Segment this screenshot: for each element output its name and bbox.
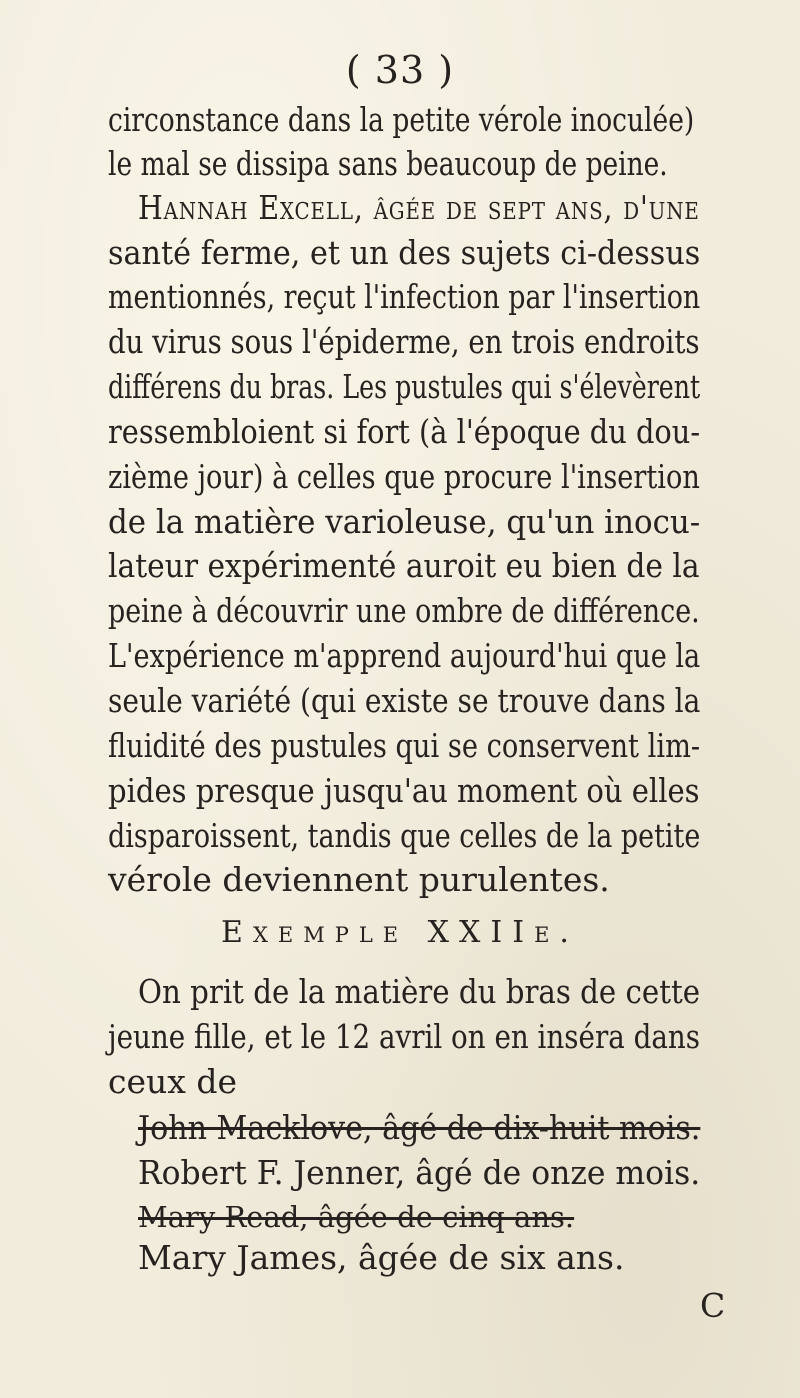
body-line: disparoissent, tandis que celles de la petite (108, 816, 701, 855)
body-line: Hannah Excell, âgée de sept ans, d'une (138, 188, 700, 227)
name-entry: Mary James, âgée de six ans. (138, 1238, 625, 1277)
signature-mark: C (700, 1286, 726, 1325)
example-heading: Exemple XXIIe. (221, 915, 579, 950)
page-number: ( 33 ) (345, 48, 455, 92)
body-line: mentionnés, reçut l'infection par l'insertion (108, 277, 701, 316)
body-line: peine à découvrir une ombre de différence. (108, 591, 700, 630)
body-line: du virus sous l'épiderme, en trois endroits (108, 322, 700, 361)
body-line: L'expérience m'apprend aujourd'hui que la (108, 636, 701, 675)
name-entry: Mary Read, âgée de cinq ans. (138, 1200, 575, 1234)
body-line: zième jour) à celles que procure l'insertion (108, 457, 700, 496)
name-entry: John Macklove, âgé de dix-huit mois. (138, 1108, 701, 1147)
body-line: vérole deviennent purulentes. (108, 860, 610, 899)
body-line: le mal se dissipa sans beaucoup de peine. (108, 144, 668, 183)
body-line: fluidité des pustules qui se conservent lim- (108, 726, 701, 765)
body-line: pides presque jusqu'au moment où elles (108, 771, 700, 810)
name-entry: Robert F. Jenner, âgé de onze mois. (138, 1153, 701, 1192)
example-line: jeune fille, et le 12 avril on en inséra dans (108, 1017, 701, 1056)
body-line: lateur expérimenté auroit eu bien de la (108, 546, 700, 585)
body-line: santé ferme, et un des sujets ci-dessus (108, 233, 701, 272)
body-line: ressembloient si fort (à l'époque du dou- (108, 412, 701, 451)
example-line: On prit de la matière du bras de cette (138, 972, 701, 1011)
body-line: différens du bras. Les pustules qui s'élevèrent (108, 367, 701, 406)
example-line: ceux de (108, 1062, 238, 1101)
body-line: circonstance dans la petite vérole inoculée) (108, 100, 695, 139)
body-line: de la matière varioleuse, qu'un inocu- (108, 502, 701, 541)
body-line: seule variété (qui existe se trouve dans la (108, 681, 701, 720)
